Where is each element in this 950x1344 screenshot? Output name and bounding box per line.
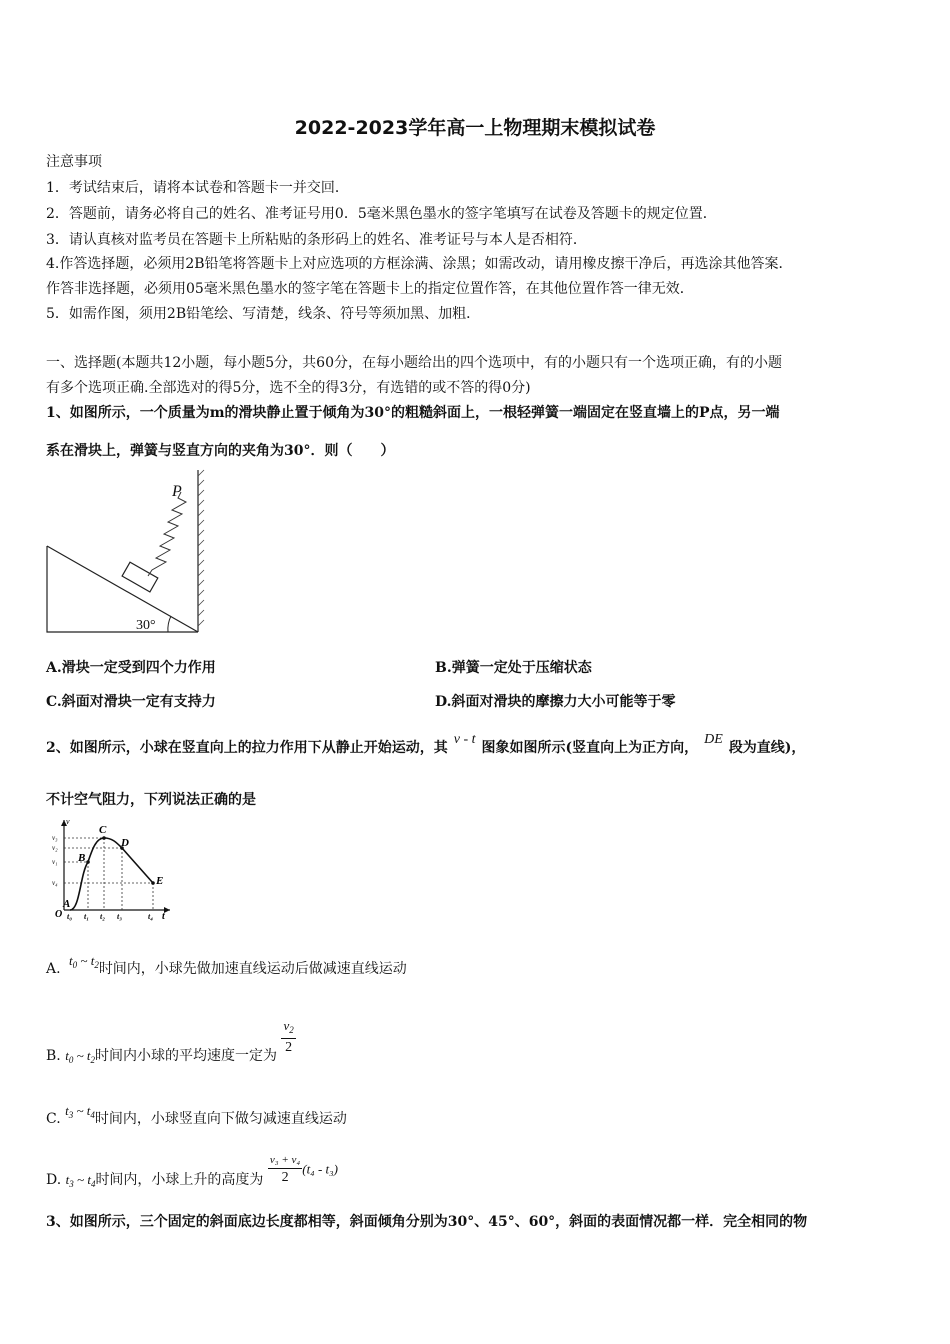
q2-stem-mid: 图象如图所示(竖直向上为正方向， (481, 740, 699, 756)
q2-vt-graph (46, 814, 176, 922)
range-to-sub: 4 (90, 1110, 95, 1120)
section1-instructions-2: 有多个选项正确.全部选对的得5分，选不全的得3分，有选错的或不答的得0分) (46, 380, 531, 396)
page-title: 2022-2023学年高一上物理期末模拟试卷 (294, 117, 656, 139)
q2-graph-point-a: A (63, 898, 71, 910)
range-to: t (86, 1047, 91, 1063)
q1-option-c[interactable]: C.斜面对滑块一定有支持力 (46, 694, 216, 710)
frac-num-sub: 2 (289, 1025, 294, 1035)
range-from: t (69, 953, 73, 968)
range-to: t (87, 1171, 91, 1187)
q2-option-c-range: $t_3$ ~ $t_4$ (65, 1103, 95, 1120)
q2-option-d-label: D. (46, 1171, 62, 1188)
range-to-sub: 2 (94, 960, 99, 970)
q2-graph-point-c: C (99, 824, 107, 836)
q2-option-b[interactable] (46, 1018, 296, 1065)
range-from-sub: 3 (69, 1178, 74, 1189)
q2-graph-xlabel-t4: t₄ (148, 912, 154, 921)
q2-option-d[interactable] (46, 1152, 338, 1187)
notice-item-1: 1．考试结束后，请将本试卷和答题卡一并交回． (46, 180, 349, 196)
q2-graph-point-e: E (156, 875, 164, 887)
q1-stem-1: 1、如图所示，一个质量为m的滑块静止置于倾角为30°的粗糙斜面上，一根轻弹簧一端固定在竖直墙上的P点，另一端 (46, 405, 780, 421)
q2-stem-prefix: 2、如图所示，小球在竖直向上的拉力作用下从静止开始运动，其 (46, 740, 448, 756)
q2-option-a-range: $t_0$ ~ $t_2$ (69, 953, 99, 970)
q2-graph-ylabel-v4: v₄ (52, 879, 58, 887)
q2-vt-symbol: v - t (453, 732, 476, 747)
q1-option-d[interactable]: D.斜面对滑块的摩擦力大小可能等于零 (435, 694, 676, 710)
q1-angle-label: 30° (136, 618, 156, 633)
range-to: t (90, 953, 95, 968)
q2-option-b-fraction (281, 1018, 295, 1057)
q2-option-d-range: $t_3$ ~ $t_4$ (65, 1171, 96, 1189)
q1-option-b[interactable]: B.弹簧一定处于压缩状态 (435, 660, 592, 676)
frac-den: 2 (281, 1170, 289, 1185)
range-from: t (65, 1171, 70, 1187)
q2-graph-ylabel-v1: v₁ (52, 858, 58, 866)
q2-graph-xlabel-t2: t₂ (100, 912, 106, 921)
q2-option-c-text: 时间内，小球竖直向下做匀减速直线运动 (94, 1111, 347, 1127)
q2-option-b-label: B. (46, 1047, 61, 1064)
range-to-sub: 2 (90, 1054, 95, 1065)
notice-item-4-cont: 作答非选择题，必须用05毫米黑色墨水的签字笔在答题卡上的指定位置作答，在其他位置作答一律无效． (46, 281, 694, 297)
q2-option-a-text: 时间内，小球先做加速直线运动后做减速直线运动 (98, 961, 407, 977)
range-to-sub: 4 (90, 1178, 96, 1189)
notice-heading: 注意事项 (46, 154, 102, 170)
q2-graph-point-b: B (78, 852, 86, 864)
q2-option-c[interactable] (46, 1100, 347, 1127)
q1-point-p-label: P (172, 483, 182, 500)
q1-figure (44, 466, 214, 638)
range-from-sub: 0 (72, 960, 78, 970)
q2-graph-point-d: D (121, 837, 129, 849)
frac-num: v₃ + v₄ (268, 1152, 302, 1169)
range-to: t (86, 1103, 91, 1118)
q2-option-c-label: C. (46, 1111, 61, 1127)
range-from-sub: 0 (68, 1054, 74, 1065)
q2-graph-xlabel-t: t (162, 911, 165, 922)
q2-option-a[interactable] (46, 953, 407, 978)
q1-stem-2: 系在滑块上，弹簧与竖直方向的夹角为30°．则（ ） (46, 443, 395, 459)
q2-stem-1 (46, 732, 806, 757)
q2-stem-2: 不计空气阻力，下列说法正确的是 (46, 792, 256, 808)
section1-instructions-1: 一、选择题(本题共12小题，每小题5分，共60分，在每小题给出的四个选项中，有的小题只有一个选项正确，有的小题 (46, 355, 782, 371)
frac-den: 2 (285, 1040, 293, 1055)
range-from: t (65, 1047, 69, 1063)
q2-graph-origin: O (55, 909, 63, 920)
q2-graph-xlabel-t3: t₃ (117, 912, 123, 921)
q2-option-b-range: $t_0$ ~ $t_2$ (65, 1047, 95, 1065)
notice-item-2: 2．答题前，请务必将自己的姓名、准考证号用0．5毫米黑色墨水的签字笔填写在试卷及答题卡的规定位置． (46, 206, 717, 222)
q2-graph-xlabel-t1: t₁ (84, 912, 90, 921)
q3-stem-1: 3、如图所示，三个固定的斜面底边长度都相等，斜面倾角分别为30°、45°、60°，斜面的表面情况都一样．完全相同的物 (46, 1214, 808, 1230)
range-from: t (65, 1103, 69, 1118)
q2-de-symbol: DE (704, 732, 723, 747)
notice-item-5: 5．如需作图，须用2B铅笔绘、写清楚，线条、符号等须加黑、加粗． (46, 306, 481, 322)
q2-option-d-tail: (t₄ - t₃) (302, 1161, 338, 1177)
q2-option-d-fraction (268, 1152, 302, 1187)
q2-graph-xlabel-t0: t₀ (67, 912, 73, 921)
q2-stem-suffix: 段为直线)， (728, 740, 806, 756)
q2-graph-ylabel-v: v (66, 817, 70, 826)
notice-item-3: 3．请认真核对监考员在答题卡上所粘贴的条形码上的姓名、准考证号与本人是否相符． (46, 232, 587, 248)
q2-option-d-text: 时间内，小球上升的高度为 (95, 1171, 264, 1188)
q2-graph-ylabel-v2: v₂ (52, 844, 58, 852)
q2-graph-ylabel-v3: v₃ (52, 834, 58, 842)
q2-option-a-label: A. (46, 961, 61, 977)
q2-option-b-text: 时间内小球的平均速度一定为 (95, 1047, 277, 1064)
q1-option-a[interactable]: A.滑块一定受到四个力作用 (46, 660, 216, 676)
frac-num: v (283, 1018, 290, 1033)
range-from-sub: 3 (68, 1110, 74, 1120)
notice-item-4: 4.作答选择题，必须用2B铅笔将答题卡上对应选项的方框涂满、涂黑；如需改动，请用橡皮擦干净后，再选涂其他答案． (46, 256, 793, 272)
